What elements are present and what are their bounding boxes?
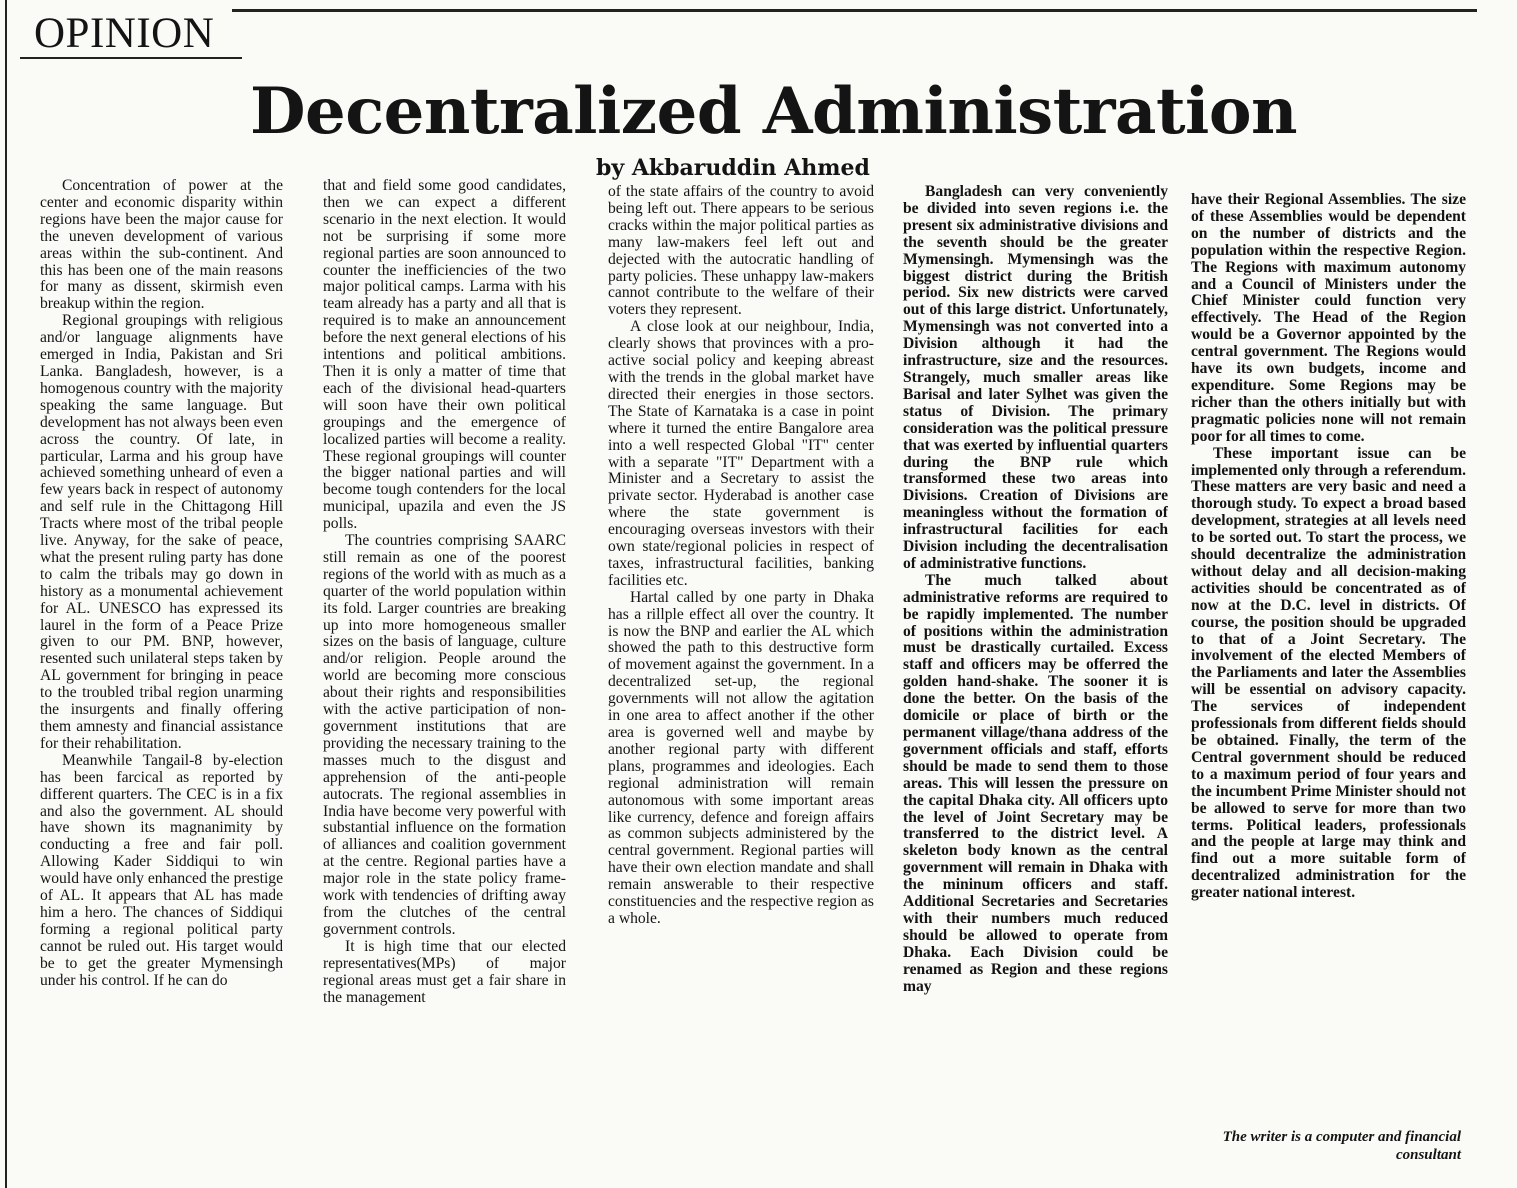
paragraph: Regional groupings with religious and/or language alignments have emerged in India, Pakistan and Sri Lanka. Bangladesh, however, is a homogenous country with the majority speaking the same language. But development has not always been even across the country. Of late, in particular, Larma and his group have achieved something unheard of even a few years back in respect of autonomy and self rule in the Chittagong Hill Tracts where most of the tribal people live. Anyway, for the sake of peace, what the present ruling party has done to calm the tribals may go down in history as a monumental achievement for AL. UNESCO has expressed its laurel in the form of a Peace Prize given to our PM. BNP, however, resented such unilateral steps taken by AL government for bringing in peace to the troubled tribal region unarming the insurgents and finally offering them amnesty and financial assistance for their rehabilitation. (40, 312, 283, 752)
paragraph: A close look at our neighbour, India, clearly shows that provinces with a pro-active social policy and keeping abreast with the trends in the global market have directed their energies in those sectors. The State of Karnataka is a case in point where it turned the entire Bangalore area into a well respected Global "IT" center with a separate "IT" Department with a Minister and a Secretary to assist the private sector. Hyderabad is another case where the state government is encouraging overseas investors with their own state/regional policies in respect of taxes, infrastructural facilities, banking facilities etc. (608, 318, 874, 589)
byline: by Akbaruddin Ahmed (596, 155, 870, 181)
article-column-3 (608, 184, 874, 1169)
paragraph: Hartal called by one party in Dhaka has a rillple effect all over the country. It is now the BNP and earlier the AL which showed the path to this destructive form of movement against the government. In a decentralized set-up, the regional governments will not allow the agitation in one area to affect another if the other area is governed well and maybe by another regional party with different plans, programmes and ideologies. Each regional administration will remain autonomous with some important areas like currency, defence and foreign affairs as common subjects administered by the central government. Regional parties will have their own election mandate and shall remain answerable to their respective constituencies and the respective region as a whole. (608, 588, 874, 927)
paragraph: It is high time that our elected representatives(MPs) of major regional areas must get a fair share in the management (323, 937, 566, 1006)
closing-statement: Finally, the term of the Central government should be reduced to a maximum period of four years and the incumbent Prime Minister should not be allowed to serve for more than two terms. Political leaders, professionals and the people at large may think and find out a more suitable form of decentralized administration for the greater national interest. (1191, 732, 1466, 902)
paragraph: Bangladesh can very conveniently be divided into seven regions i.e. the present six administrative divisions and the seventh should be the greater Mymensingh. Mymensingh was the biggest district during the British period. Six new districts were carved out of this large district. Unfortunately, Mymensingh was not converted into a Division although it had the infrastructure, size and the resources. Strangely, much smaller areas like Barisal and later Sylhet was given the status of Division. The primary consideration was the political pressure that was exerted by influential quarters during the BNP rule which transformed these two areas into Divisions. Creation of Divisions are meaningless without the formation of infrastructural facilities for each Division including the decentralisation of administrative functions. (903, 184, 1168, 572)
section-label: OPINION (34, 10, 215, 57)
section-underline (20, 57, 242, 59)
paragraph: Concentration of power at the center and economic disparity within regions have been the major cause for the uneven development of various areas within the sub-continent. And this has been one of the main reasons for many as dissent, skirmish even breakup within the region. (40, 178, 283, 313)
paragraph: Meanwhile Tangail-8 by-election has been farcical as reported by different quarters. The CEC is in a fix and also the government. AL should have shown its magnanimity by conducting a free and fair poll. Allowing Kader Siddiqui to win would have only enhanced the prestige of AL. It appears that AL has made him a hero. The chances of Siddiqui forming a regional political party cannot be ruled out. His target would be to get the greater Mymensingh under his control. If he can do (40, 751, 283, 989)
article-column-4 (903, 184, 1168, 1169)
headline: Decentralized Administration (249, 74, 1298, 149)
article-column-2 (323, 178, 566, 1163)
paragraph: The much talked about administrative reforms are required to be rapidly implemented. The number of positions within the administration must be drastically curtailed. Excess staff and officers may be offerred the golden hand-shake. The sooner it is done the better. On the basis of the domicile or place of birth or the permanent village/thana address of the government officials and staff, efforts should be made to send them to those areas. This will lessen the pressure on the capital Dhaka city. All officers upto the level of Joint Secretary may be transferred to the district level. A skeleton body known as the central government will remain in Dhaka with the mininum officers and staff. Additional Secretaries and Secretaries with their numbers much reduced should be allowed to operate from Dhaka. Each Division could be renamed as Region and these regions may (903, 571, 1168, 995)
top-rule (232, 9, 1477, 12)
paragraph (1191, 446, 1466, 902)
article-column-5 (1191, 192, 1466, 1177)
writer-credit: The writer is a computer and financial consultant (1222, 1129, 1461, 1163)
paragraph: have their Regional Assemblies. The size of these Assemblies would be dependent on the number of districts and the population within the respective Region. The Regions with maximum autonomy and a Council of Ministers under the Chief Minister could function very effectively. The Head of the Region would be a Governor appointed by the central government. The Regions would have its own budgets, income and expenditure. Some Regions may be richer than the others initially but with pragmatic policies none will not remain poor for all times to come. (1191, 192, 1466, 445)
paragraph: of the state affairs of the country to avoid being left out. There appears to be serious cracks within the major political parties as many law-makers feel left out and dejected with the autocratic handling of party policies. These unhappy law-makers cannot contribute to the welfare of their voters they represent. (608, 184, 874, 319)
paragraph: that and field some good candidates, then we can expect a different scenario in the next election. It would not be surprising if some more regional parties are soon announced to counter the inefficiencies of the two major political camps. Larma with his team already has a party and all that is required is to make an announcement before the next general elections of his intentions and political ambitions. Then it is only a matter of time that each of the divisional head-quarters will soon have their own political groupings and the emergence of localized parties will become a reality. These regional groupings will counter the bigger national parties and will become tough contenders for the local municipal, upazila and even the JS polls. (323, 178, 566, 533)
paragraph: The countries comprising SAARC still remain as one of the poorest regions of the world with as much as a quarter of the world population within its fold. Larger countries are breaking up into more homogeneous smaller sizes on the basis of language, culture and/or religion. People around the world are becoming more conscious about their rights and responsibilities with the active participation of non-government institutions that are providing the necessary training to the masses much to the disgust and apprehension of the anti-people autocrats. The regional assemblies in India have become very powerful with substantial influence on the formation of alliances and coalition government at the centre. Regional parties have a major role in the state policy frame-work with tendencies of drifting away from the clutches of the central government controls. (323, 532, 566, 938)
left-border (5, 0, 7, 1188)
paragraph-text: These important issue can be implemented only through a referendum. These matters are very basic and need a thorough study. To expect a broad based development, strategies at all levels need to be sorted out. To start the process, we should decentralize the administration without delay and all decision-making activities should be concentrated as of now at the D.C. level in districts. Of course, the position should be upgraded to that of a Joint Secretary. The involvement of the elected Members of the Parliaments and later the Assemblies will be essential on advisory capacity. The services of independent professionals from different fields should be obtained. (1191, 444, 1466, 749)
article-column-1 (40, 178, 283, 1163)
